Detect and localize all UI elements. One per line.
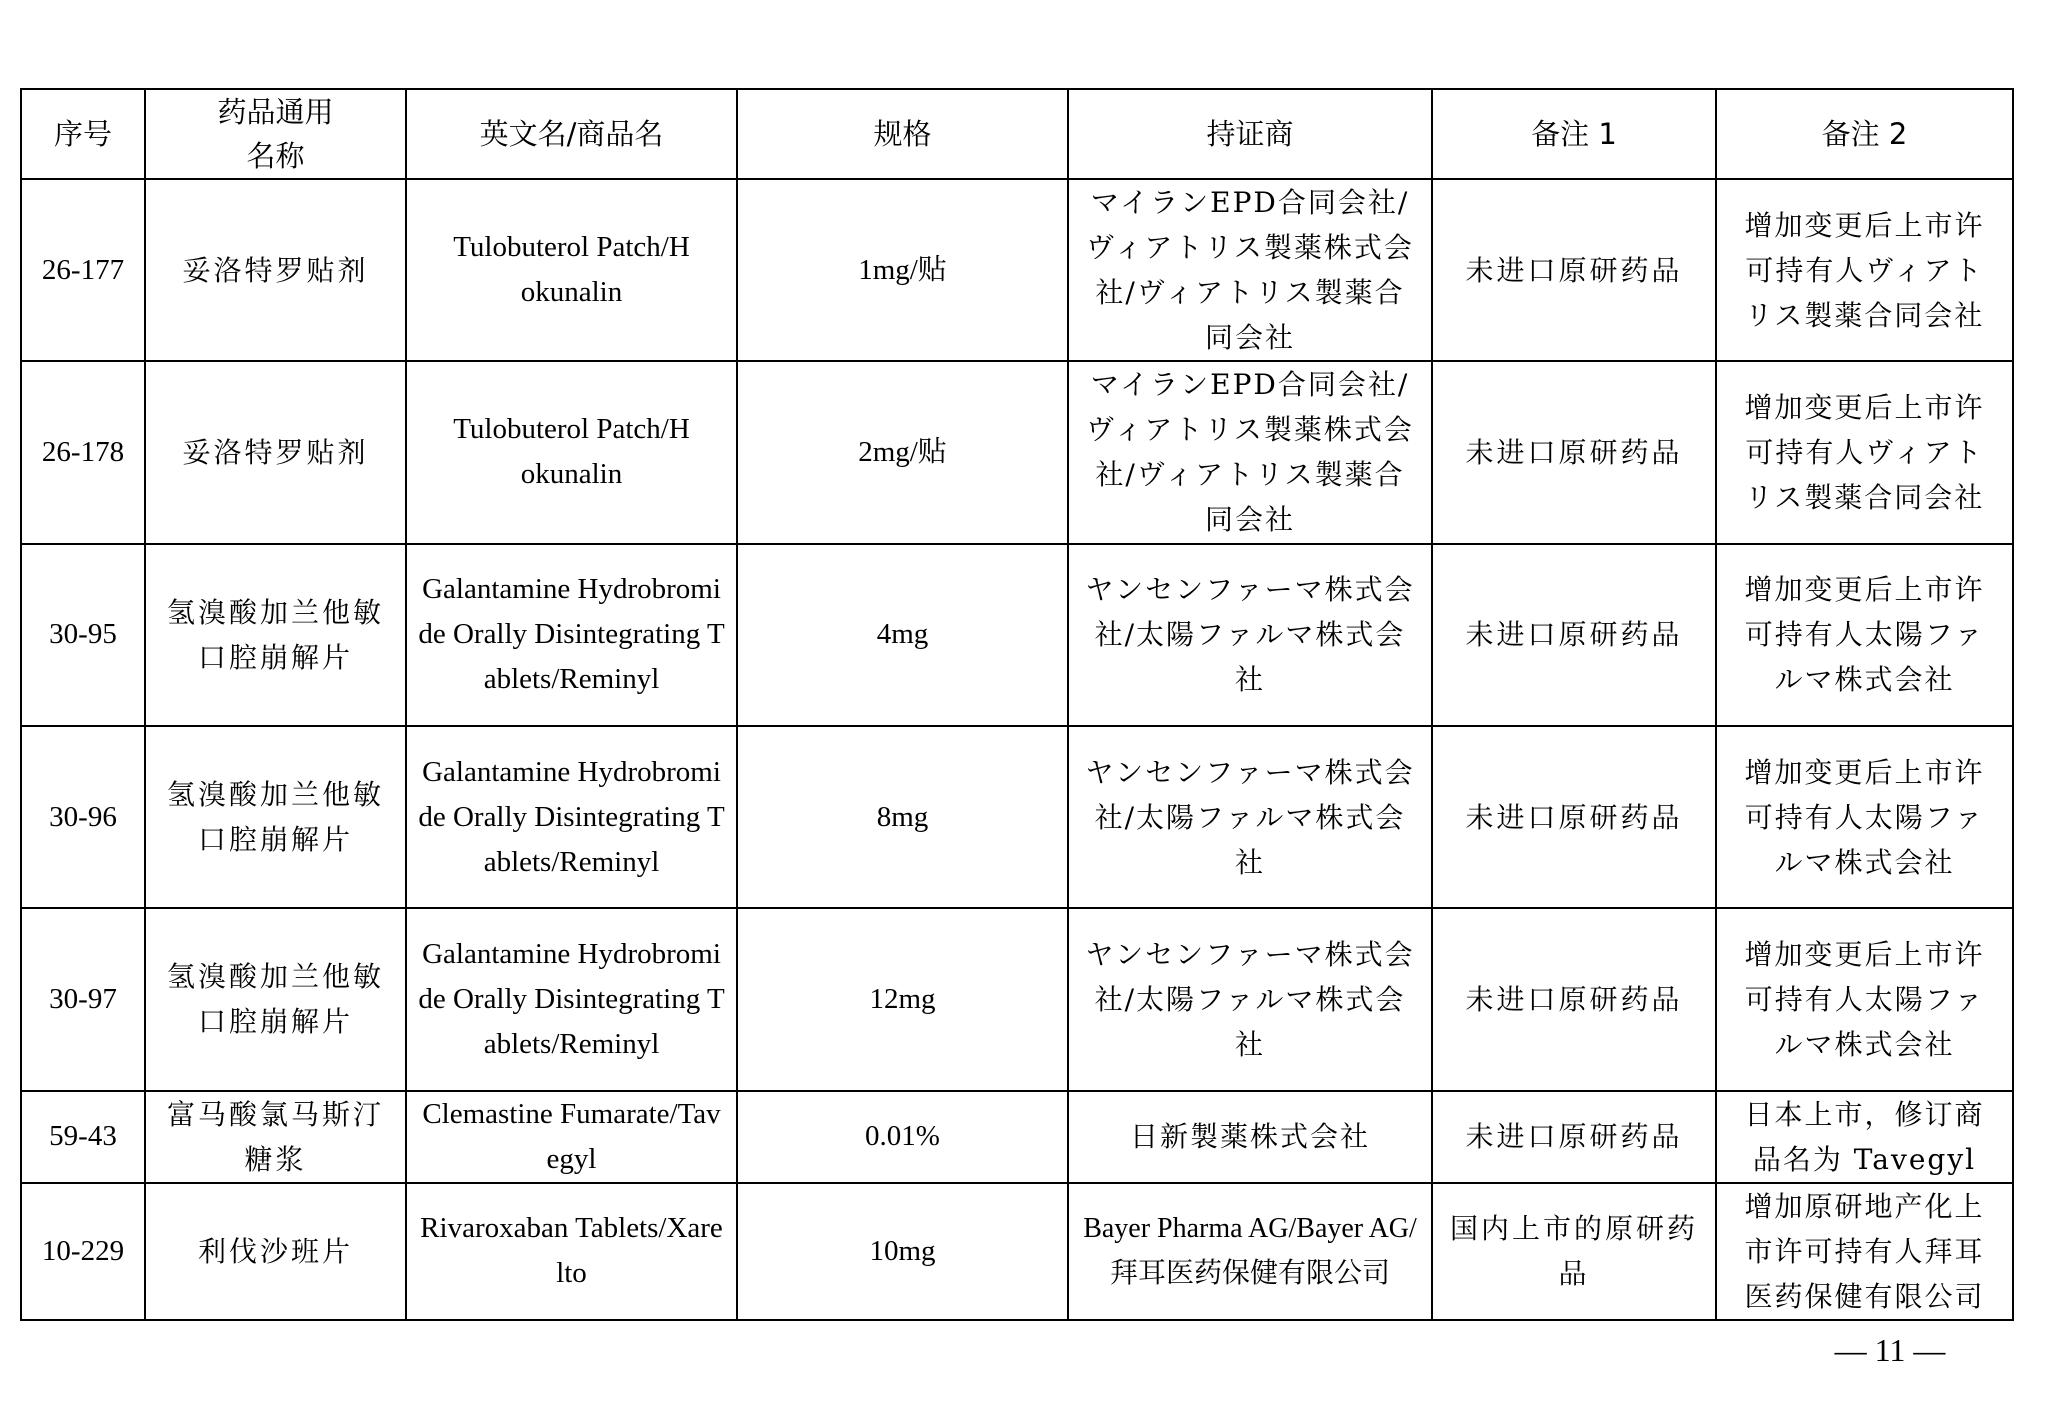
- cell-note1: 未进口原研药品: [1432, 908, 1716, 1090]
- cell-spec: 1mg/贴: [737, 179, 1068, 361]
- table-row: [21, 361, 2013, 543]
- header-note2: 备注 2: [1716, 89, 2013, 179]
- cell-english-trade-name-text: Tulobuterol Patch/Hokunalin: [453, 413, 690, 491]
- cell-holder: マイランEPD合同会社/ヴィアトリス製薬株式会社/ヴィアトリス製薬合同会社: [1068, 179, 1432, 361]
- cell-note2: 增加变更后上市许可持有人太陽ファルマ株式会社: [1716, 544, 2013, 726]
- cell-note2: 增加变更后上市许可持有人ヴィアトリス製薬合同会社: [1716, 179, 2013, 361]
- cell-seq: 30-96: [21, 726, 145, 908]
- cell-note2: 日本上市，修订商品名为 Tavegyl: [1716, 1091, 2013, 1183]
- cell-english-trade-name-text: Tulobuterol Patch/Hokunalin: [453, 231, 690, 309]
- header-english-trade-name: 英文名/商品名: [406, 89, 737, 179]
- page-number: — 11 —: [1834, 1332, 1946, 1368]
- cell-generic-name: 氢溴酸加兰他敏口腔崩解片: [145, 544, 406, 726]
- cell-note1: 未进口原研药品: [1432, 1091, 1716, 1183]
- cell-seq: 10-229: [21, 1183, 145, 1320]
- table-row: [21, 908, 2013, 1090]
- cell-note1: 未进口原研药品: [1432, 361, 1716, 543]
- table-row: [21, 544, 2013, 726]
- cell-generic-name: 妥洛特罗贴剂: [145, 361, 406, 543]
- cell-english-trade-name: Clemastine Fumarate/Tavegyl: [406, 1091, 737, 1183]
- cell-spec: 10mg: [737, 1183, 1068, 1320]
- cell-seq: 30-95: [21, 544, 145, 726]
- cell-spec: 0.01%: [737, 1091, 1068, 1183]
- cell-english-trade-name: Galantamine Hydrobromide Orally Disintegrating Tablets/Reminyl: [406, 544, 737, 726]
- cell-note1: 国内上市的原研药品: [1432, 1183, 1716, 1320]
- table-row: [21, 726, 2013, 908]
- cell-spec: 2mg/贴: [737, 361, 1068, 543]
- cell-holder: Bayer Pharma AG/Bayer AG/拜耳医药保健有限公司: [1068, 1183, 1432, 1320]
- cell-note1: 未进口原研药品: [1432, 179, 1716, 361]
- table-row: [21, 179, 2013, 361]
- header-generic-name-text: 药品通用名称: [217, 95, 334, 173]
- cell-english-trade-name: Rivaroxaban Tablets/Xarelto: [406, 1183, 737, 1320]
- table-row: [21, 1183, 2013, 1320]
- cell-generic-name: 利伐沙班片: [145, 1183, 406, 1320]
- header-generic-name: [145, 89, 406, 179]
- table-row: [21, 1091, 2013, 1183]
- cell-holder: マイランEPD合同会社/ヴィアトリス製薬株式会社/ヴィアトリス製薬合同会社: [1068, 361, 1432, 543]
- cell-note2: 增加原研地产化上市许可持有人拜耳医药保健有限公司: [1716, 1183, 2013, 1320]
- cell-seq: 26-178: [21, 361, 145, 543]
- cell-note1: 未进口原研药品: [1432, 726, 1716, 908]
- cell-note2: 增加变更后上市许可持有人ヴィアトリス製薬合同会社: [1716, 361, 2013, 543]
- header-holder: 持证商: [1068, 89, 1432, 179]
- cell-note2: 增加变更后上市许可持有人太陽ファルマ株式会社: [1716, 726, 2013, 908]
- cell-generic-name: 氢溴酸加兰他敏口腔崩解片: [145, 908, 406, 1090]
- cell-generic-name: 富马酸氯马斯汀糖浆: [145, 1091, 406, 1183]
- header-spec: 规格: [737, 89, 1068, 179]
- cell-seq: 30-97: [21, 908, 145, 1090]
- cell-holder: ヤンセンファーマ株式会社/太陽ファルマ株式会社: [1068, 908, 1432, 1090]
- cell-spec: 4mg: [737, 544, 1068, 726]
- cell-english-trade-name: Galantamine Hydrobromide Orally Disintegrating Tablets/Reminyl: [406, 726, 737, 908]
- cell-seq: 26-177: [21, 179, 145, 361]
- header-note1: 备注 1: [1432, 89, 1716, 179]
- cell-holder: ヤンセンファーマ株式会社/太陽ファルマ株式会社: [1068, 544, 1432, 726]
- header-seq: 序号: [21, 89, 145, 179]
- cell-english-trade-name: Galantamine Hydrobromide Orally Disintegrating Tablets/Reminyl: [406, 908, 737, 1090]
- cell-generic-name: 氢溴酸加兰他敏口腔崩解片: [145, 726, 406, 908]
- cell-english-trade-name: [406, 179, 737, 361]
- cell-seq: 59-43: [21, 1091, 145, 1183]
- drug-list-table: [20, 88, 2014, 1321]
- cell-note1: 未进口原研药品: [1432, 544, 1716, 726]
- cell-note2: 增加变更后上市许可持有人太陽ファルマ株式会社: [1716, 908, 2013, 1090]
- cell-english-trade-name: [406, 361, 737, 543]
- cell-spec: 12mg: [737, 908, 1068, 1090]
- header-row: [21, 89, 2013, 179]
- cell-spec: 8mg: [737, 726, 1068, 908]
- cell-generic-name: 妥洛特罗贴剂: [145, 179, 406, 361]
- cell-holder: 日新製薬株式会社: [1068, 1091, 1432, 1183]
- cell-holder: ヤンセンファーマ株式会社/太陽ファルマ株式会社: [1068, 726, 1432, 908]
